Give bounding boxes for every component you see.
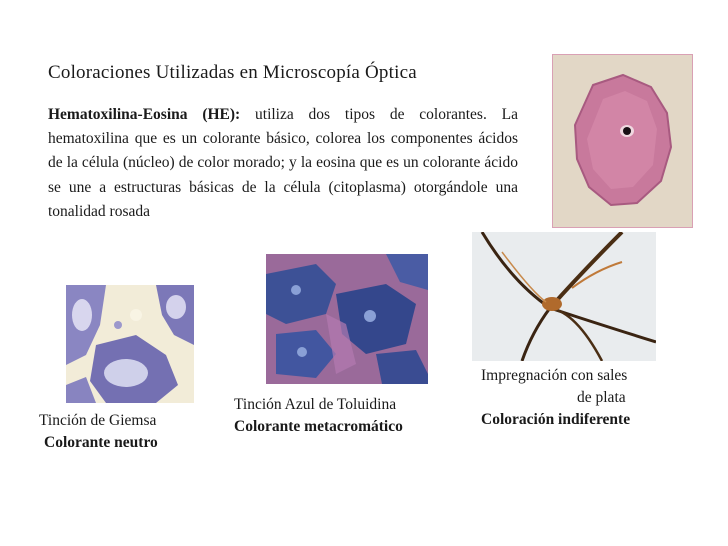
toluidine-caption-line2: Colorante metacromático [234, 418, 403, 435]
he-term: Hematoxilina-Eosina (HE): [48, 106, 241, 123]
silver-caption-line1: Impregnación con sales [481, 367, 628, 384]
silver-caption-line1b: de plata [577, 389, 626, 406]
toluidine-micrograph [266, 254, 428, 384]
giemsa-tissue-micrograph-icon [66, 285, 194, 403]
toluidine-blue-tissue-micrograph-icon [266, 254, 428, 384]
silver-micrograph [472, 232, 656, 361]
giemsa-micrograph [66, 285, 194, 403]
toluidine-caption [234, 394, 403, 438]
giemsa-caption-line2: Colorante neutro [44, 434, 158, 451]
he-description [48, 103, 518, 224]
silver-impregnation-micrograph-icon [472, 232, 656, 361]
giemsa-caption [39, 410, 158, 454]
giemsa-caption-line1: Tinción de Giemsa [39, 412, 157, 429]
silver-caption-line2: Coloración indiferente [481, 411, 631, 428]
toluidine-caption-line1: Tinción Azul de Toluidina [234, 396, 397, 413]
he-stained-cell-micrograph-icon [553, 55, 692, 227]
slide-title: Coloraciones Utilizadas en Microscopía Óptica [48, 62, 417, 83]
silver-caption [481, 365, 630, 431]
he-cell-micrograph [552, 54, 693, 228]
he-text: utiliza dos tipos de colorantes. La hematoxilina que es un colorante básico, colorea los componentes ácidos de la célula (núcleo) de color morado; y la eosina que es un colorante ácido se une a estructuras básicas de la célula (citoplasma) otorgándole una tonalidad rosada [48, 106, 518, 220]
